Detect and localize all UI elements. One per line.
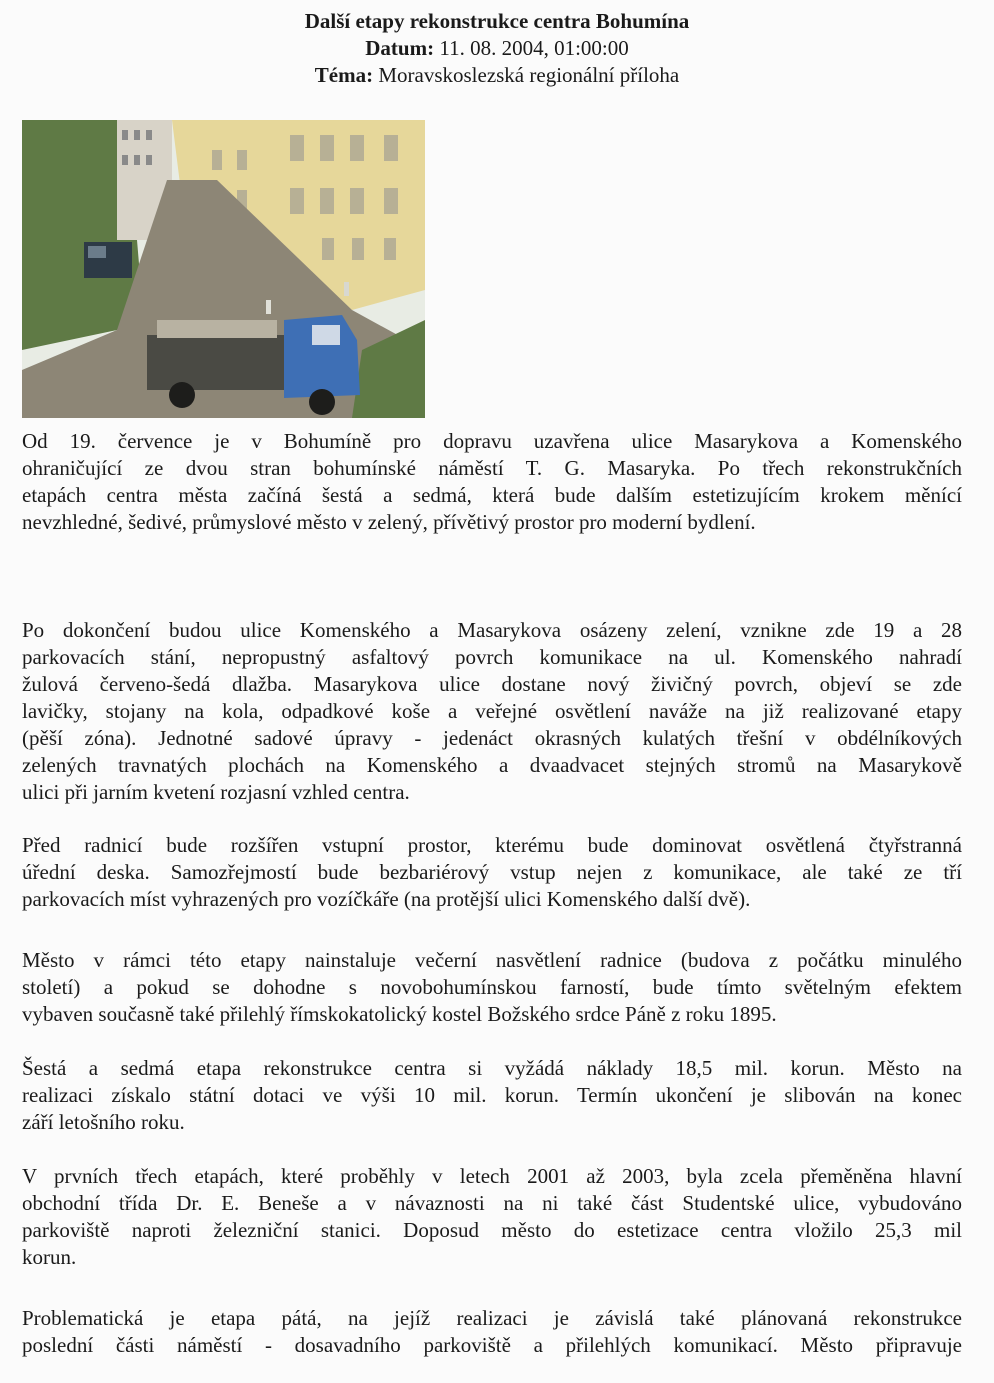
paragraph-line: Před radnicí bude rozšířen vstupní prostor, kterému bude dominovat osvětlená čtyřstranná	[22, 833, 962, 857]
paragraph-line: žulová červeno-šedá dlažba. Masarykova ulice dostane nový živičný povrch, objeví se zde	[22, 672, 962, 696]
paragraph-line: vybaven současně také přilehlý římskokatolický kostel Božského srdce Páně z roku 1895.	[22, 1002, 777, 1026]
paragraph-line: obchodní třída Dr. E. Beneše a v návaznosti na ni také část Studentské ulice, vybudováno	[22, 1191, 962, 1215]
topic-value: Moravskoslezská regionální příloha	[378, 63, 680, 87]
article-title: Další etapy rekonstrukce centra Bohumína	[304, 9, 690, 33]
paragraph-line: korun.	[22, 1245, 77, 1269]
paragraph-line: etapách centra města začíná šestá a sedmá, která bude dalším estetizujícím krokem měnící	[22, 483, 962, 507]
street-reconstruction-photo	[22, 120, 425, 418]
paragraph-line: úřední deska. Samozřejmostí bude bezbariérový vstup nejen z komunikace, ale také ze tří	[22, 860, 962, 884]
paragraph-line: století) a pokud se dohodne s novobohumínskou farností, bude tímto světelným efektem	[22, 975, 962, 999]
article-header	[0, 8, 994, 89]
date-line	[0, 35, 994, 62]
paragraph-line: Šestá a sedmá etapa rekonstrukce centra si vyžádá náklady 18,5 mil. korun. Město na	[22, 1056, 962, 1080]
paragraph-line: nevzhledné, šedivé, průmyslové město v zelený, přívětivý prostor pro moderní bydlení.	[22, 510, 756, 534]
article-paragraph	[22, 617, 962, 806]
paragraph-line: Po dokončení budou ulice Komenského a Masarykova osázeny zelení, vznikne zde 19 a 28	[22, 618, 962, 642]
date-value: 11. 08. 2004, 01:00:00	[439, 36, 629, 60]
paragraph-line: ohraničující ze dvou stran bohumínské náměstí T. G. Masaryka. Po třech rekonstrukčních	[22, 456, 962, 480]
article-paragraph	[22, 1055, 962, 1136]
paragraph-line: poslední části náměstí - dosavadního parkoviště a přilehlých komunikací. Město připravuje	[22, 1333, 962, 1357]
paragraph-line: parkovacích stání, nepropustný asfaltový povrch komunikace na ul. Komenského nahradí	[22, 645, 962, 669]
paragraph-line: Od 19. července je v Bohumíně pro dopravu uzavřena ulice Masarykova a Komenského	[22, 429, 962, 453]
article-paragraph	[22, 832, 962, 913]
topic-label: Téma:	[314, 63, 374, 87]
article-paragraph	[22, 428, 962, 536]
paragraph-line: Problematická je etapa pátá, na jejíž realizaci je závislá také plánovaná rekonstrukce	[22, 1306, 962, 1330]
paragraph-line: V prvních třech etapách, které proběhly v letech 2001 až 2003, byla zcela přeměněna hlavní	[22, 1164, 962, 1188]
paragraph-line: (pěší zóna). Jednotné sadové úpravy - jedenáct okrasných kulatých třešní v obdélníkových	[22, 726, 962, 750]
paragraph-line: realizaci získalo státní dotaci ve výši 10 mil. korun. Termín ukončení je slibován na konec	[22, 1083, 962, 1107]
paragraph-line: parkovacích míst vyhrazených pro vozíčkáře (na protější ulici Komenského další dvě).	[22, 887, 751, 911]
paragraph-line: lavičky, stojany na kola, odpadkové koše a veřejné osvětlení naváže na již realizované etapy	[22, 699, 962, 723]
date-label: Datum:	[365, 36, 435, 60]
article-photo	[22, 120, 425, 418]
paragraph-line: ulici při jarním kvetení rozjasní vzhled centra.	[22, 780, 410, 804]
article-paragraph	[22, 1163, 962, 1271]
paragraph-line: Město v rámci této etapy nainstaluje večerní nasvětlení radnice (budova z počátku minulého	[22, 948, 962, 972]
article-paragraph	[22, 1305, 962, 1359]
paragraph-line: září letošního roku.	[22, 1110, 185, 1134]
paragraph-line: zelených travnatých plochách na Komenského a dvaadvacet stejných stromů na Masarykově	[22, 753, 962, 777]
article-paragraph	[22, 947, 962, 1028]
topic-line	[0, 62, 994, 89]
paragraph-line: parkoviště naproti železniční stanici. Doposud město do estetizace centra vložilo 25,3 mil	[22, 1218, 962, 1242]
